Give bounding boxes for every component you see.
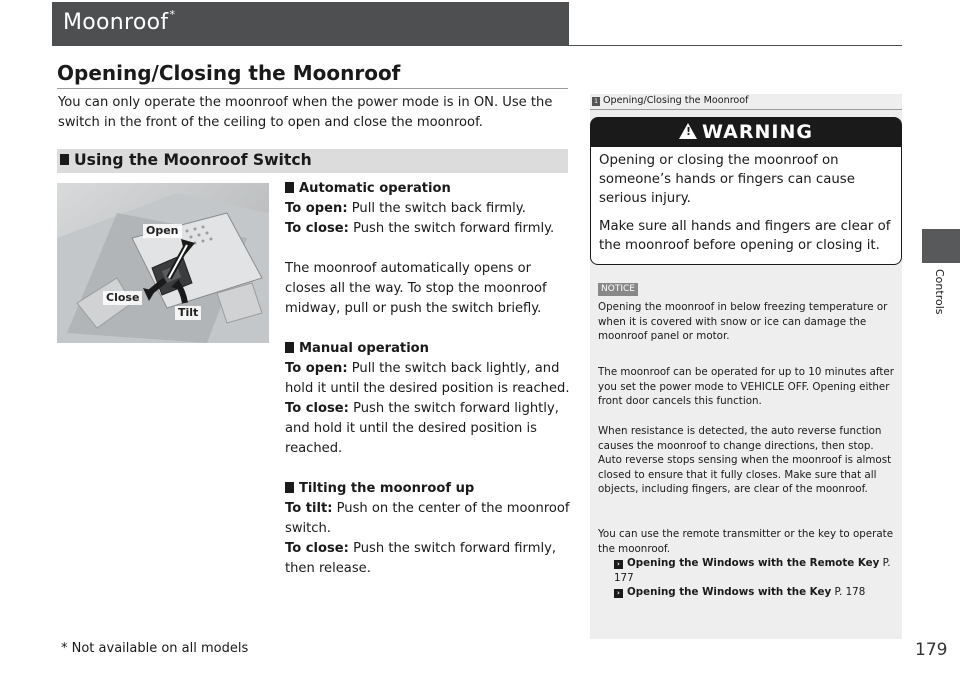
tilt-callout: Tilt <box>175 306 201 320</box>
manual-operation-block <box>285 339 570 459</box>
auto-open-line: To open: Pull the switch back firmly. <box>285 201 526 216</box>
chapter-tab <box>922 229 960 263</box>
section-title: Opening/Closing the Moonroof <box>57 61 401 85</box>
section-rule <box>57 88 568 89</box>
tilt-close-line: To close: Push the switch forward firmly, then release. <box>285 541 556 576</box>
subsection-title: Using the Moonroof Switch <box>74 151 312 169</box>
chapter-tab-label: Controls <box>933 269 946 315</box>
page-number: 179 <box>915 640 948 660</box>
manual-operation-heading: Manual operation <box>285 339 570 359</box>
notice-text: Opening the moonroof in below freezing temperature or when it is covered with snow or ice can damage the moonroof panel or motor. <box>598 301 888 342</box>
chapter-title <box>63 10 175 35</box>
auto-reverse-note: When resistance is detected, the auto reverse function causes the moonroof to change directions, then stop. Auto reverse stops sensing when the moonroof is almost closed to ensure that it fully closes. Make sure that all objects, including fingers, are clear of the moonroof. <box>598 425 892 495</box>
square-bullet-icon <box>60 154 69 165</box>
auto-note: The moonroof automatically opens or closes all the way. To stop the moonroof midway, pull or push the switch briefly. <box>285 261 547 316</box>
footnote: * Not available on all models <box>61 641 249 656</box>
warning-title: WARNING <box>702 121 813 143</box>
chapter-title-bar <box>52 2 569 46</box>
reference-link-remote-key[interactable]: › Opening the Windows with the Remote Key P. 177 <box>614 557 891 584</box>
automatic-operation-heading: Automatic operation <box>285 179 570 199</box>
intro-paragraph: You can only operate the moonroof when the power mode is in ON. Use the switch in the front of the ceiling to open and close the moonroof. <box>58 95 553 130</box>
auto-close-line: To close: Push the switch forward firmly. <box>285 221 555 236</box>
warning-header <box>591 118 901 147</box>
tilt-heading: Tilting the moonroof up <box>285 479 570 499</box>
square-bullet-icon <box>285 342 294 353</box>
power-timer-note: The moonroof can be operated for up to 10 minutes after you set the power mode to VEHICLE OFF. Opening either front door cancels this function. <box>598 366 894 407</box>
ceiling-console-drawing <box>57 183 269 343</box>
close-callout: Close <box>103 291 142 305</box>
availability-mark: * <box>169 8 176 21</box>
remote-note: You can use the remote transmitter or the key to operate the moonroof. <box>598 528 894 555</box>
subsection-header <box>57 149 568 173</box>
warning-triangle-icon: ! <box>679 123 697 139</box>
tilt-line: To tilt: Push on the center of the moonroof switch. <box>285 501 570 536</box>
manual-close-line: To close: Push the switch forward lightly, and hold it until the desired position is reached. <box>285 401 559 456</box>
reference-link-key[interactable]: › Opening the Windows with the Key P. 178 <box>614 585 894 600</box>
manual-open-line: To open: Pull the switch back lightly, and hold it until the desired position is reached. <box>285 361 570 396</box>
note-marker-icon: 1 <box>592 97 600 106</box>
square-bullet-icon <box>285 182 294 193</box>
automatic-operation-block <box>285 179 570 239</box>
warning-text-1: Opening or closing the moonroof on someone’s hands or fingers can cause serious injury. <box>599 153 855 206</box>
notice-badge: NOTICE <box>598 283 638 296</box>
warning-box <box>590 117 902 265</box>
chapter-title-text: Moonroof <box>63 10 169 35</box>
cross-reference-arrow-icon: › <box>614 589 623 598</box>
title-rule <box>569 45 902 46</box>
square-bullet-icon <box>285 482 294 493</box>
instructions-column <box>285 179 570 599</box>
open-callout: Open <box>143 224 182 238</box>
warning-text-2: Make sure all hands and fingers are clear of the moonroof before opening or closing it. <box>599 219 891 253</box>
side-notes-rule <box>590 109 902 110</box>
cross-reference-arrow-icon: › <box>614 560 623 569</box>
tilt-block <box>285 479 570 579</box>
moonroof-switch-illustration <box>57 183 269 343</box>
side-notes-heading: 1 Opening/Closing the Moonroof <box>592 95 749 106</box>
